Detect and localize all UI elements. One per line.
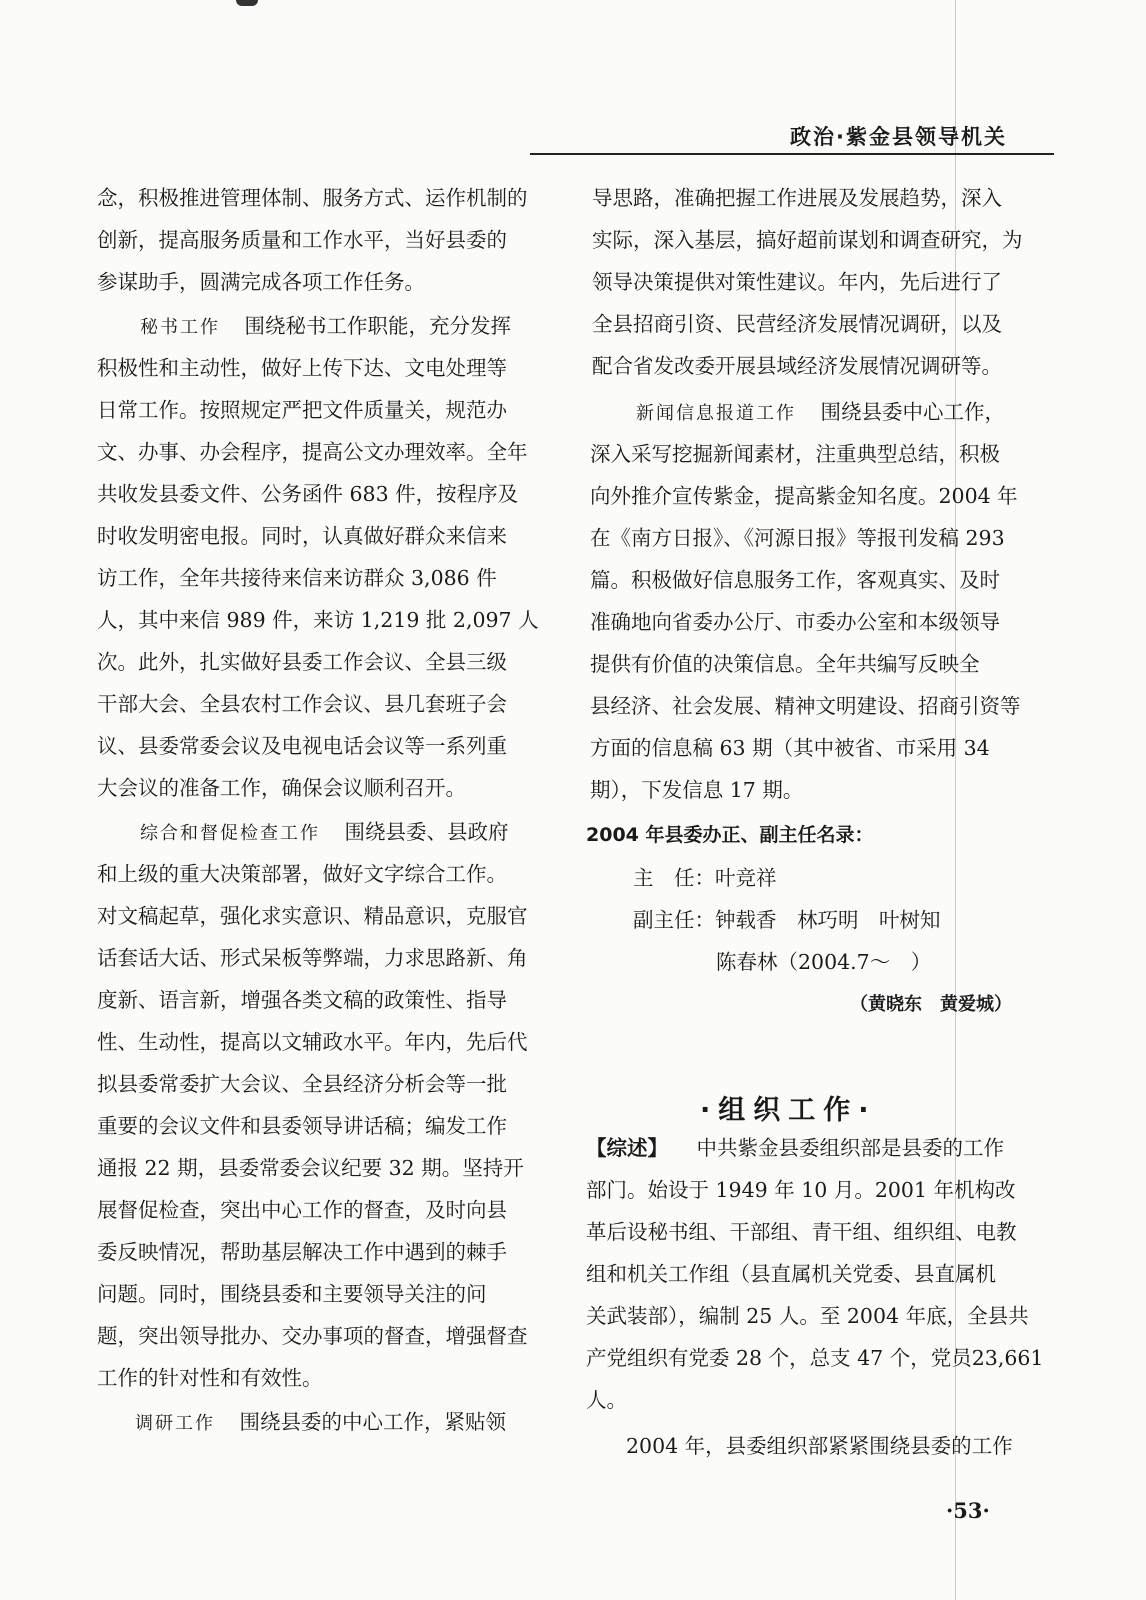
text-line: 通报 22 期，县委常委会议纪要 32 期。坚持开	[97, 1156, 524, 1180]
text-line: 积极性和主动性，做好上传下达、文电处理等	[97, 356, 507, 380]
text-line: 篇。积极做好信息服务工作，客观真实、及时	[590, 568, 1000, 592]
text-line: 在《南方日报》、《河源日报》等报刊发稿 293	[590, 526, 1005, 550]
text-line: 方面的信息稿 63 期（其中被省、市采用 34	[590, 736, 990, 760]
text-line: 围绕秘书工作职能，充分发挥	[244, 314, 512, 338]
text-line: 产党组织有党委 28 个，总支 47 个，党员23,661	[586, 1346, 1044, 1370]
text-line: 人。	[586, 1388, 627, 1412]
text-line: 部门。始设于 1949 年 10 月。2001 年机构改	[586, 1178, 1016, 1202]
text-line: 提供有价值的决策信息。全年共编写反映全	[590, 652, 980, 676]
text-line: 度新、语言新，增强各类文稿的政策性、指导	[97, 988, 507, 1012]
section-lead-xinwen: 新闻信息报道工作	[636, 403, 796, 424]
text-line: 创新，提高服务质量和工作水平，当好县委的	[97, 228, 507, 252]
text-line: 对文稿起草，强化求实意识、精品意识，克服官	[97, 904, 528, 928]
text-line: 导思路，准确把握工作进展及发展趋势，深入	[592, 186, 1002, 210]
text-line: 围绕县委中心工作，	[820, 400, 1006, 424]
page-number: ·53·	[946, 1498, 990, 1523]
text-line: 工作的针对性和有效性。	[97, 1366, 323, 1390]
text-line: 话套话大话、形式呆板等弊端，力求思路新、角	[97, 946, 528, 970]
text-line: 领导决策提供对策性建议。年内，先后进行了	[592, 270, 1002, 294]
text-line: 干部大会、全县农村工作会议、县几套班子会	[97, 692, 507, 716]
summary-tag: 【综述】	[586, 1136, 668, 1160]
text-line: 时收发明密电报。同时，认真做好群众来信来	[97, 524, 507, 548]
text-line: 全县招商引资、民营经济发展情况调研，以及	[592, 312, 1002, 336]
text-line: 参谋助手，圆满完成各项工作任务。	[97, 270, 425, 294]
text-line: 性、生动性，提高以文辅政水平。年内，先后代	[97, 1030, 528, 1054]
section-lead-zonghe: 综合和督促检查工作	[140, 823, 320, 844]
text-line: 人，其中来信 989 件，来访 1,219 批 2,097 人	[97, 608, 539, 632]
scan-smudge	[236, 0, 258, 6]
text-line: 围绕县委、县政府	[344, 820, 509, 844]
section-lead-diaoyan: 调研工作	[135, 1413, 215, 1434]
header-rule	[530, 153, 1054, 155]
text-line: 议、县委常委会议及电视电话会议等一系列重	[97, 734, 507, 758]
text-line: 县经济、社会发展、精神文明建设、招商引资等	[590, 694, 1021, 718]
text-line: 共收发县委文件、公务函件 683 件，按程序及	[97, 482, 519, 506]
text-line: 次。此外，扎实做好县委工作会议、全县三级	[97, 650, 507, 674]
text-line: 拟县委常委扩大会议、全县经济分析会等一批	[97, 1072, 507, 1096]
authors: （黄晓东 黄爱城）	[850, 994, 1012, 1015]
roster-line: 陈春林（2004.7～ ）	[716, 950, 932, 974]
text-line: 准确地向省委办公厅、市委办公室和本级领导	[590, 610, 1000, 634]
text-line: 展督促检查，突出中心工作的督查，及时向县	[97, 1198, 507, 1222]
roster-line: 主 任：叶竞祥	[633, 866, 777, 890]
roster-line: 副主任：钟载香 林巧明 叶树知	[633, 908, 941, 932]
text-line: 大会议的准备工作，确保会议顺利召开。	[97, 776, 466, 800]
text-line: 重要的会议文件和县委领导讲话稿；编发工作	[97, 1114, 507, 1138]
text-line: 念，积极推进管理体制、服务方式、运作机制的	[97, 186, 528, 210]
text-line: 2004 年，县委组织部紧紧围绕县委的工作	[626, 1434, 1013, 1458]
text-line: 深入采写挖掘新闻素材，注重典型总结，积极	[590, 442, 1000, 466]
text-line: 问题。同时，围绕县委和主要领导关注的问	[97, 1282, 487, 1306]
section-title: ·组织工作·	[700, 1095, 877, 1126]
text-line: 向外推介宣传紫金，提高紫金知名度。2004 年	[590, 484, 1018, 508]
text-line: 访工作，全年共接待来信来访群众 3,086 件	[97, 566, 497, 590]
text-line: 关武装部），编制 25 人。至 2004 年底，全县共	[586, 1304, 1029, 1328]
text-line: 题，突出领导批办、交办事项的督查，增强督查	[97, 1324, 528, 1348]
text-line: 组和机关工作组（县直属机关党委、县直属机	[586, 1262, 996, 1286]
roster-title: 2004 年县委办正、副主任名录：	[586, 824, 874, 846]
text-line: 和上级的重大决策部署，做好文字综合工作。	[97, 862, 507, 886]
text-line: 日常工作。按照规定严把文件质量关，规范办	[97, 398, 507, 422]
text-line: 委反映情况，帮助基层解决工作中遇到的棘手	[97, 1240, 507, 1264]
text-line: 围绕县委的中心工作，紧贴领	[239, 1410, 507, 1434]
running-head: 政治·紫金县领导机关	[790, 125, 1007, 149]
text-line: 中共紫金县委组织部是县委的工作	[696, 1136, 1005, 1160]
text-line: 实际，深入基层，搞好超前谋划和调查研究，为	[592, 228, 1023, 252]
text-line: 革后设秘书组、干部组、青干组、组织组、电教	[586, 1220, 1017, 1244]
text-line: 配合省发改委开展县域经济发展情况调研等。	[592, 354, 1002, 378]
text-line: 期），下发信息 17 期。	[590, 778, 804, 802]
section-lead-mishu: 秘书工作	[140, 317, 220, 338]
text-line: 文、办事、办会程序，提高公文办理效率。全年	[97, 440, 528, 464]
